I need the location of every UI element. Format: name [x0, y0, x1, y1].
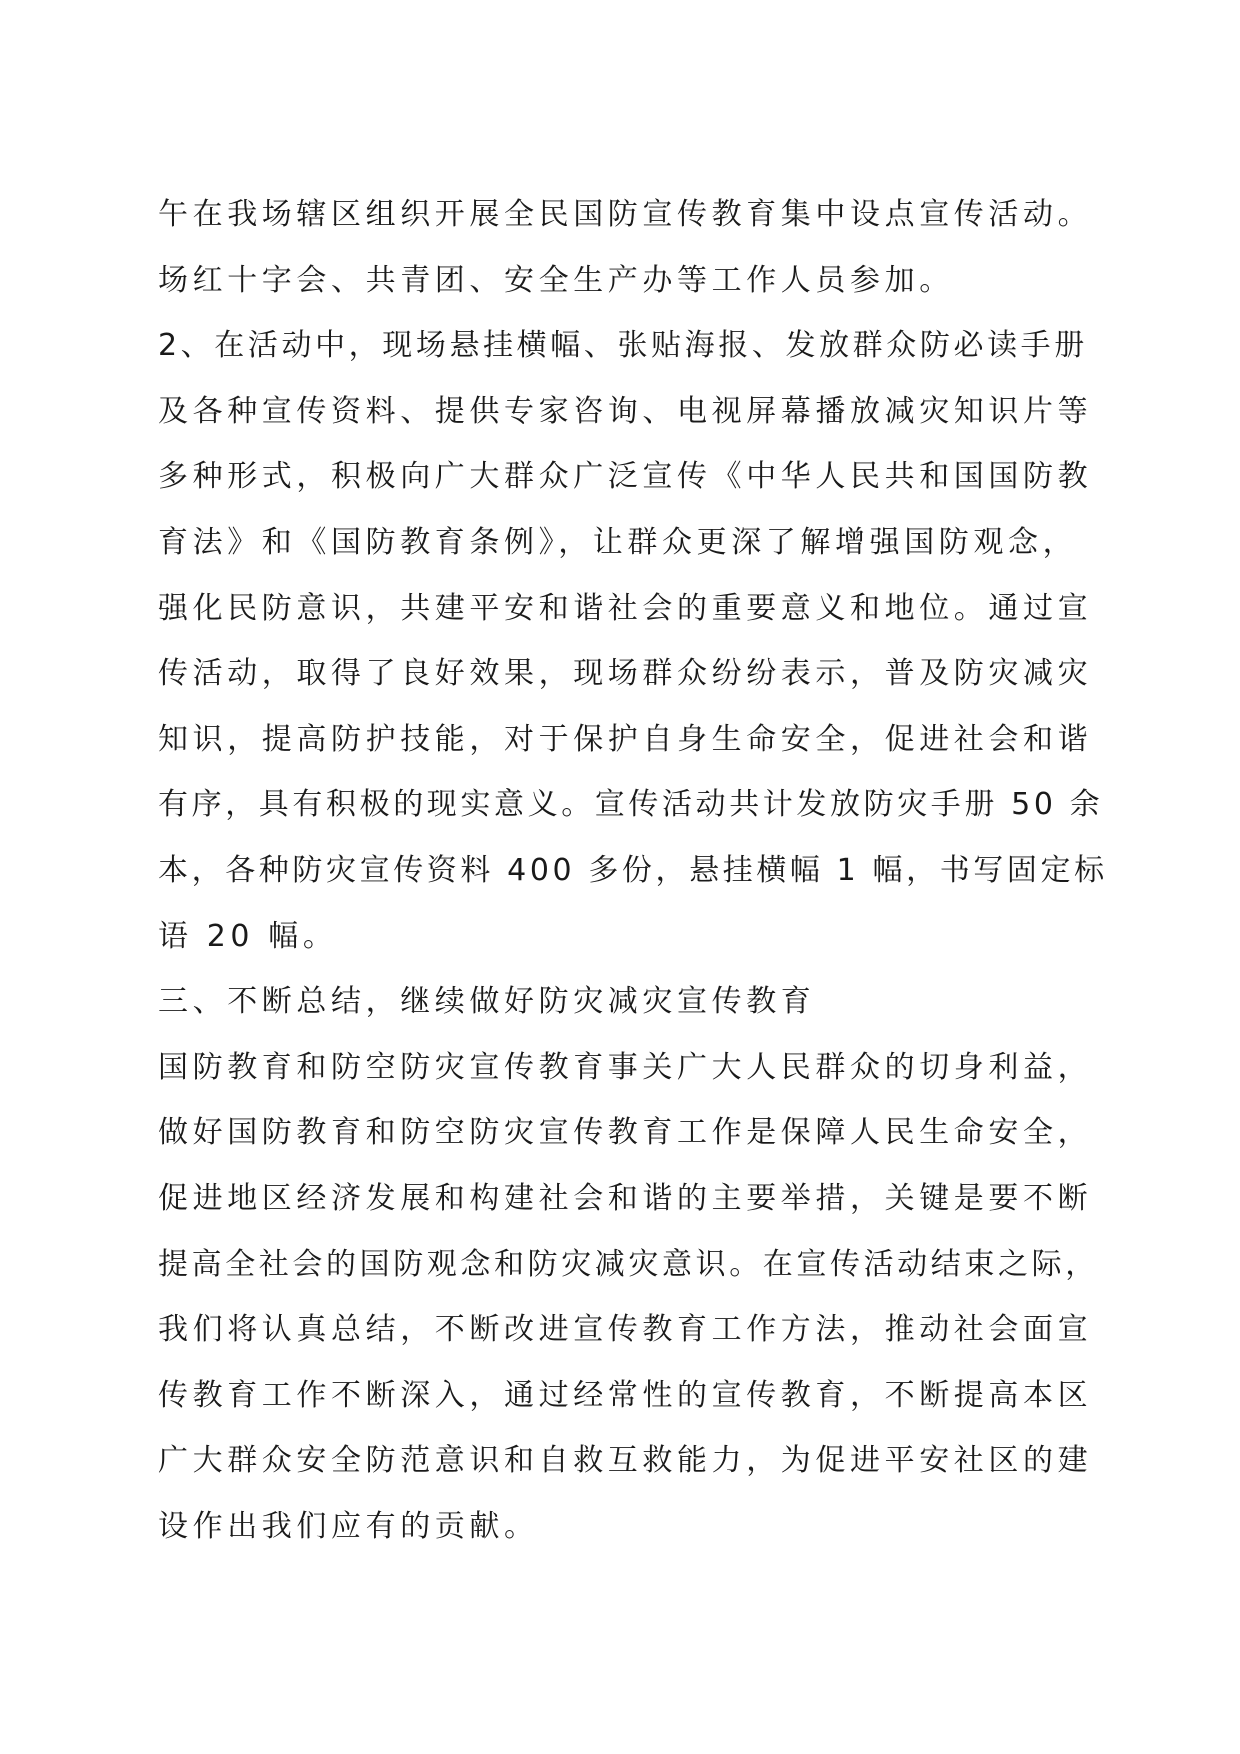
body-line-7: 强化民防意识，共建平安和谐社会的重要意义和地位。通过宣	[158, 590, 1093, 626]
body-line-18: 我们将认真总结，不断改进宣传教育工作方法，推动社会面宣	[158, 1312, 1093, 1348]
body-line-8: 传活动，取得了良好效果，现场群众纷纷表示，普及防灾减灾	[158, 656, 1093, 692]
body-line-19: 传教育工作不断深入，通过经常性的宣传教育，不断提高本区	[158, 1377, 1093, 1413]
body-line-17: 提高全社会的国防观念和防灾减灾意识。在宣传活动结束之际，	[158, 1246, 1099, 1282]
body-line-16: 促进地区经济发展和构建社会和谐的主要举措，关键是要不断	[158, 1180, 1093, 1216]
body-line-15: 做好国防教育和防空防灾宣传教育工作是保障人民生命安全，	[158, 1115, 1093, 1151]
body-line-10: 有序，具有积极的现实意义。宣传活动共计发放防灾手册 50 余	[158, 787, 1104, 823]
body-line-12: 语 20 幅。	[158, 918, 338, 954]
body-line-4: 及各种宣传资料、提供专家咨询、电视屏幕播放减灾知识片等	[158, 393, 1093, 429]
body-line-1: 午在我场辖区组织开展全民国防宣传教育集中设点宣传活动。	[158, 197, 1093, 232]
body-line-6: 育法》和《国防教育条例》，让群众更深了解增强国防观念，	[158, 524, 1078, 560]
body-line-20: 广大群众安全防范意识和自救互救能力，为促进平安社区的建	[158, 1443, 1093, 1479]
body-line-3: 2、在活动中，现场悬挂横幅、张贴海报、发放群众防必读手册	[158, 328, 1088, 364]
body-line-11: 本，各种防灾宣传资料 400 多份，悬挂横幅 1 幅，书写固定标	[158, 852, 1108, 888]
body-line-5: 多种形式，积极向广大群众广泛宣传《中华人民共和国国防教	[158, 459, 1093, 495]
body-line-2: 场红十字会、共青团、安全生产办等工作人员参加。	[158, 262, 954, 298]
body-line-14: 国防教育和防空防灾宣传教育事关广大人民群众的切身利益，	[158, 1049, 1093, 1085]
body-line-9: 知识，提高防护技能，对于保护自身生命安全，促进社会和谐	[158, 721, 1093, 757]
document-body	[158, 182, 1108, 1559]
section-heading: 三、不断总结，继续做好防灾减灾宣传教育	[158, 984, 816, 1020]
body-line-21: 设作出我们应有的贡献。	[158, 1508, 539, 1544]
